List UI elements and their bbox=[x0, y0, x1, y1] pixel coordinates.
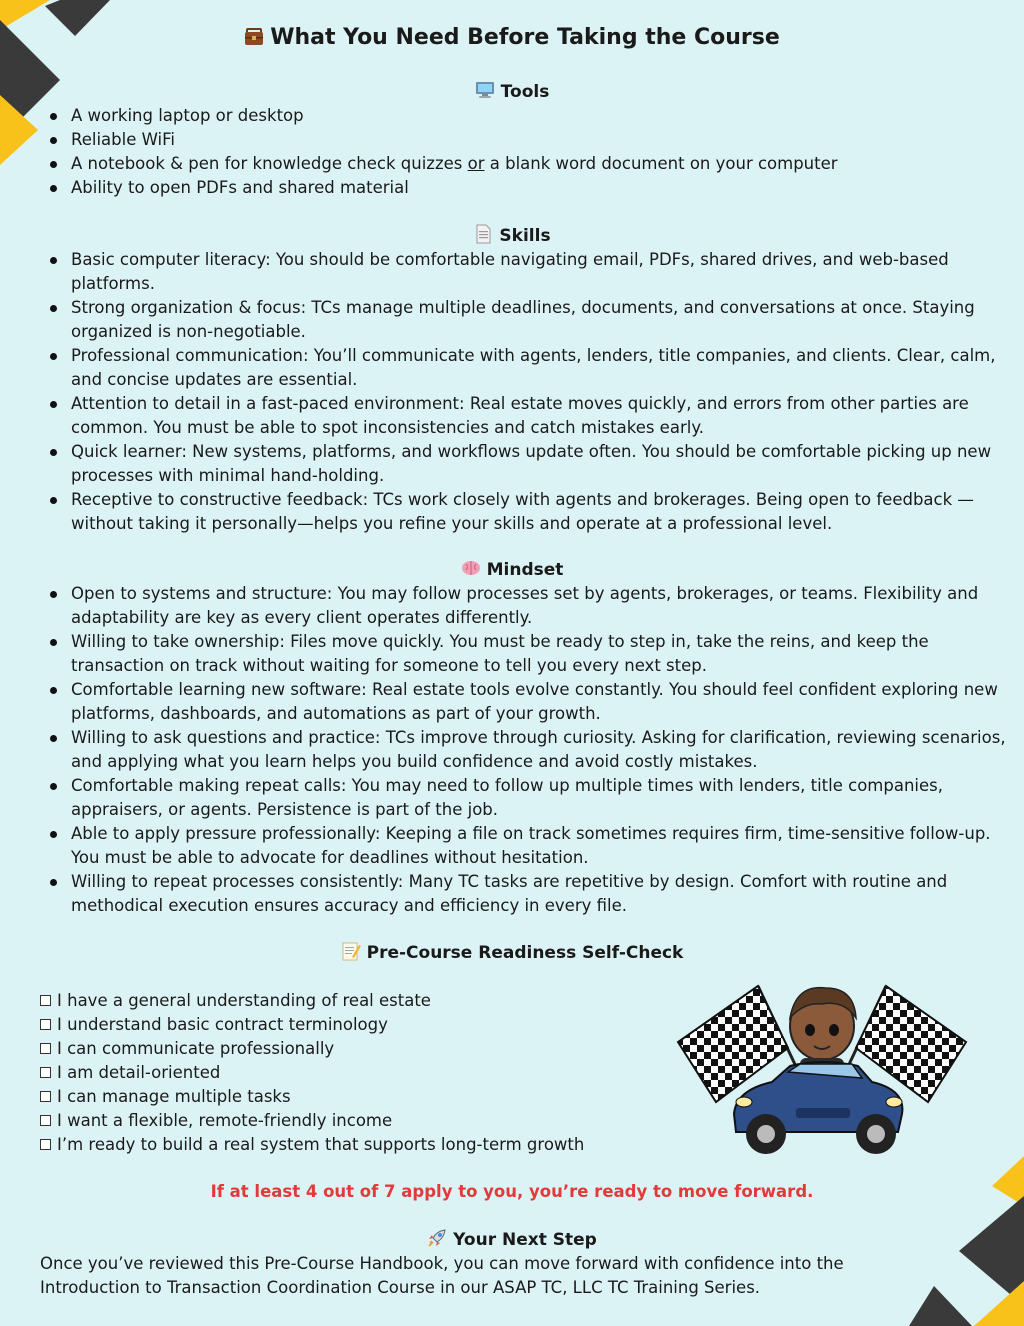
checklist-item[interactable]: I have a general understanding of real estate bbox=[40, 989, 660, 1013]
list-item: Comfortable learning new software: Real estate tools evolve constantly. You should feel confident exploring new platforms, dashboards, and automations as part of your growth. bbox=[44, 678, 1010, 726]
briefcase-icon bbox=[244, 27, 264, 47]
list-item: Ability to open PDFs and shared material bbox=[44, 176, 1010, 200]
list-item: Able to apply pressure professionally: Keeping a file on track sometimes requires firm, time-sensitive follow-up. You must be able to advocate for deadlines without hesitation. bbox=[44, 822, 1010, 870]
mindset-heading: Mindset bbox=[0, 558, 1024, 582]
list-item: Willing to ask questions and practice: TCs improve through curiosity. Asking for clarification, reviewing scenarios, and applying what you learn helps you build confidence and avoid costly mistakes. bbox=[44, 726, 1010, 774]
checklist-item[interactable]: I am detail-oriented bbox=[40, 1061, 660, 1085]
brain-icon bbox=[461, 558, 481, 578]
list-item: Strong organization & focus: TCs manage multiple deadlines, documents, and conversations at once. Staying organized is non-negotiable. bbox=[44, 296, 1010, 344]
list-item: A notebook & pen for knowledge check quizzes or a blank word document on your computer bbox=[44, 152, 1010, 176]
list-item: Professional communication: You’ll communicate with agents, lenders, title companies, and clients. Clear, calm, and concise updates are essential. bbox=[44, 344, 1010, 392]
memo-icon bbox=[341, 941, 361, 961]
next-step-body: Once you’ve reviewed this Pre-Course Handbook, you can move forward with confidence into the Introduction to Transaction Coordination Course in our ASAP TC, LLC TC Training Series. bbox=[40, 1254, 844, 1297]
readiness-checklist bbox=[40, 989, 660, 1157]
list-item: Comfortable making repeat calls: You may need to follow up multiple times with lenders, title companies, appraisers, or agents. Persistence is part of the job. bbox=[44, 774, 1010, 822]
race-car-mascot-illustration bbox=[676, 982, 968, 1172]
checklist-item[interactable]: I can manage multiple tasks bbox=[40, 1085, 660, 1109]
list-item: Receptive to constructive feedback: TCs work closely with agents and brokerages. Being open to feedback —without taking it personally—helps you refine your skills and operate at a professional level. bbox=[44, 488, 1010, 536]
checklist-item[interactable]: I understand basic contract terminology bbox=[40, 1013, 660, 1037]
checklist-item[interactable]: I want a flexible, remote-friendly income bbox=[40, 1109, 660, 1133]
list-item: Reliable WiFi bbox=[44, 128, 1010, 152]
readiness-result: If at least 4 out of 7 apply to you, you’re ready to move forward. bbox=[210, 1182, 814, 1201]
checkbox[interactable] bbox=[40, 1139, 51, 1150]
checklist-item[interactable]: I can communicate professionally bbox=[40, 1037, 660, 1061]
list-item: Willing to take ownership: Files move quickly. You must be ready to step in, take the reins, and keep the transaction on track without waiting for someone to tell you every next step. bbox=[44, 630, 1010, 678]
checkbox[interactable] bbox=[40, 1019, 51, 1030]
list-item: A working laptop or desktop bbox=[44, 104, 1010, 128]
rocket-icon bbox=[427, 1228, 447, 1248]
skills-list bbox=[44, 248, 1010, 536]
checkbox[interactable] bbox=[40, 1091, 51, 1102]
checkbox[interactable] bbox=[40, 1043, 51, 1054]
checkbox[interactable] bbox=[40, 995, 51, 1006]
checkbox[interactable] bbox=[40, 1067, 51, 1078]
selfcheck-heading: Pre-Course Readiness Self-Check bbox=[0, 941, 1024, 965]
list-item: Open to systems and structure: You may follow processes set by agents, brokerages, or teams. Flexibility and adaptability are key as every client operates differently. bbox=[44, 582, 1010, 630]
list-item: Willing to repeat processes consistently: Many TC tasks are repetitive by design. Comfort with routine and methodical execution ensures accuracy and efficiency in every file. bbox=[44, 870, 1010, 918]
tools-list bbox=[44, 104, 1010, 200]
page-title: What You Need Before Taking the Course bbox=[0, 22, 1024, 54]
list-item: Attention to detail in a fast-paced environment: Real estate moves quickly, and errors from other parties are common. You must be able to spot inconsistencies and catch mistakes early. bbox=[44, 392, 1010, 440]
skills-heading: Skills bbox=[0, 224, 1024, 248]
list-item: Quick learner: New systems, platforms, and workflows update often. You should be comfortable picking up new processes with minimal hand-holding. bbox=[44, 440, 1010, 488]
document-icon bbox=[473, 224, 493, 244]
checklist-item[interactable]: I’m ready to build a real system that supports long-term growth bbox=[40, 1133, 660, 1157]
list-item: Basic computer literacy: You should be comfortable navigating email, PDFs, shared drives, and web-based platforms. bbox=[44, 248, 1010, 296]
mindset-list bbox=[44, 582, 1010, 918]
computer-icon bbox=[475, 80, 495, 100]
next-step-heading: Your Next Step bbox=[0, 1228, 1024, 1252]
tools-heading: Tools bbox=[0, 80, 1024, 104]
checkbox[interactable] bbox=[40, 1115, 51, 1126]
